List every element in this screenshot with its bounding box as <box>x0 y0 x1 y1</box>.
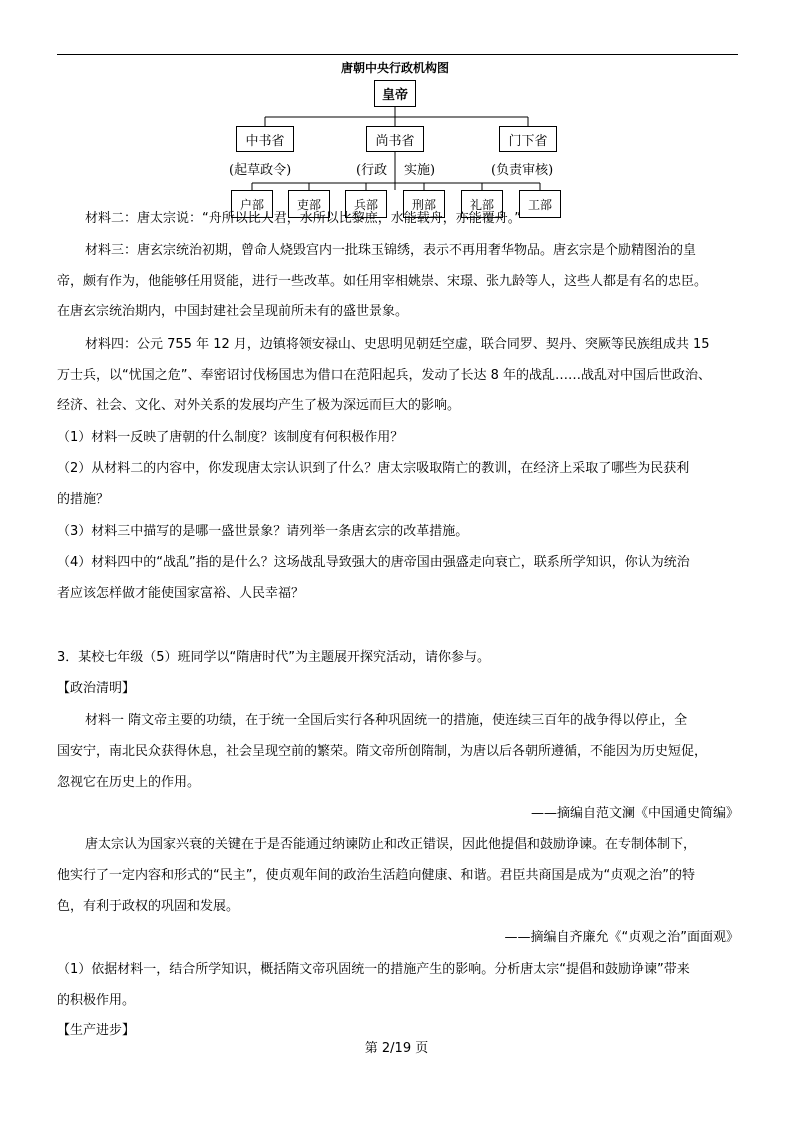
material-3-line: 材料三：唐玄宗统治初期，曾命人烧毁宫内一批珠玉锦绣，表示不再用奢华物品。唐玄宗是个励精图治的皇 <box>85 243 697 258</box>
question-2-line: （2）从材料二的内容中，你发现唐太宗认识到了什么？唐太宗吸取隋亡的教训，在经济上采取了哪些为民获利 <box>57 461 690 476</box>
question-3: （3）材料三中描写的是哪一盛世景象？请列举一条唐玄宗的改革措施。 <box>57 524 469 539</box>
sub-question-1-line: （1）依据材料一，结合所学知识，概括隋文帝巩固统一的措施产生的影响。分析唐太宗“提倡和鼓励诤谏”带来 <box>57 962 690 977</box>
node-emperor: 皇帝 <box>374 80 416 107</box>
material-4-line: 材料四：公元 755 年 12 月，边镇将领安禄山、史思明见朝廷空虚，联合同罗、契丹、突厥等民族组成共 15 <box>85 337 710 352</box>
source-2-line: 唐太宗认为国家兴衰的关键在于是否能通过纳谏防止和改正错误，因此他提倡和鼓励诤谏。在专制体制下， <box>85 837 697 852</box>
source-1-line: 国安宁，南北民众获得休息，社会呈现空前的繁荣。隋文帝所创隋制，为唐以后各朝所遵循，不能因为历史短促， <box>57 744 708 759</box>
sub-question-1-line: 的积极作用。 <box>57 993 136 1008</box>
source-1-citation: ——摘编自范文澜《中国通史简编》 <box>530 806 739 821</box>
source-1-line: 忽视它在历史上的作用。 <box>57 775 201 790</box>
source-2-line: 色，有利于政权的巩固和发展。 <box>57 899 240 914</box>
question-4-line: 者应该怎样做才能使国家富裕、人民幸福？ <box>57 586 305 601</box>
diagram-title: 唐朝中央行政机构图 <box>340 61 449 75</box>
func-shangshu-b: 实施) <box>404 163 436 178</box>
node-shangshu: 尚书省 <box>366 126 424 152</box>
node-gongbu: 工部 <box>519 190 561 218</box>
node-menxia: 门下省 <box>499 126 557 152</box>
func-shangshu-a: (行政 <box>356 163 388 178</box>
page-number: 第 2/19 页 <box>364 1041 429 1056</box>
question-1: （1）材料一反映了唐朝的什么制度？该制度有何积极作用？ <box>57 430 404 445</box>
node-libu-rites: 礼部 <box>461 190 503 218</box>
question-2-line: 的措施？ <box>57 492 110 507</box>
source-2-line: 他实行了一定内容和形式的“民主”，使贞观年间的政治生活趋向健康、和谐。君臣共商国是成为“贞观之治”的特 <box>57 868 695 883</box>
material-3-line: 帝，颇有作为，他能够任用贤能，进行一些改革。如任用宰相姚崇、宋璟、张九龄等人，这些人都是有名的忠臣。 <box>57 274 708 289</box>
diagram-connectors <box>0 0 793 230</box>
section-heading-politics: 【政治清明】 <box>57 681 136 696</box>
material-4-line: 万士兵，以“忧国之危”、奉密诏讨伐杨国忠为借口在范阳起兵，发动了长达 8 年的战乱……战乱对中国后世政治、 <box>57 368 712 383</box>
material-3-line: 在唐玄宗统治期内，中国封建社会呈现前所未有的盛世景象。 <box>57 304 409 319</box>
question-4-line: （4）材料四中的“战乱”指的是什么？这场战乱导致强大的唐帝国由强盛走向衰亡，联系所学知识，你认为统治 <box>57 555 690 570</box>
source-1-line: 材料一 隋文帝主要的功绩，在于统一全国后实行各种巩固统一的措施，使连续三百年的战争得以停止，全 <box>85 713 688 728</box>
node-zhongshu: 中书省 <box>236 126 294 152</box>
node-hubu: 户部 <box>231 190 273 218</box>
section-heading-production: 【生产进步】 <box>57 1023 136 1038</box>
material-2: 材料二：唐太宗说：“舟所以比人君，水所以比黎庶，水能载舟，亦能覆舟。” <box>85 211 521 226</box>
func-menxia: (负责审核) <box>491 163 554 178</box>
node-bingbu: 兵部 <box>345 190 387 218</box>
source-2-citation: ——摘编自齐廉允《“贞观之治”面面观》 <box>504 930 739 945</box>
tang-admin-diagram <box>0 0 793 230</box>
node-xingbu: 刑部 <box>403 190 445 218</box>
node-libu-personnel: 吏部 <box>288 190 330 218</box>
func-zhongshu: (起草政令) <box>229 163 292 178</box>
material-4-line: 经济、社会、文化、对外关系的发展均产生了极为深远而巨大的影响。 <box>57 398 461 413</box>
problem-3-stem: 3．某校七年级（5）班同学以“隋唐时代”为主题展开探究活动，请你参与。 <box>57 650 491 665</box>
